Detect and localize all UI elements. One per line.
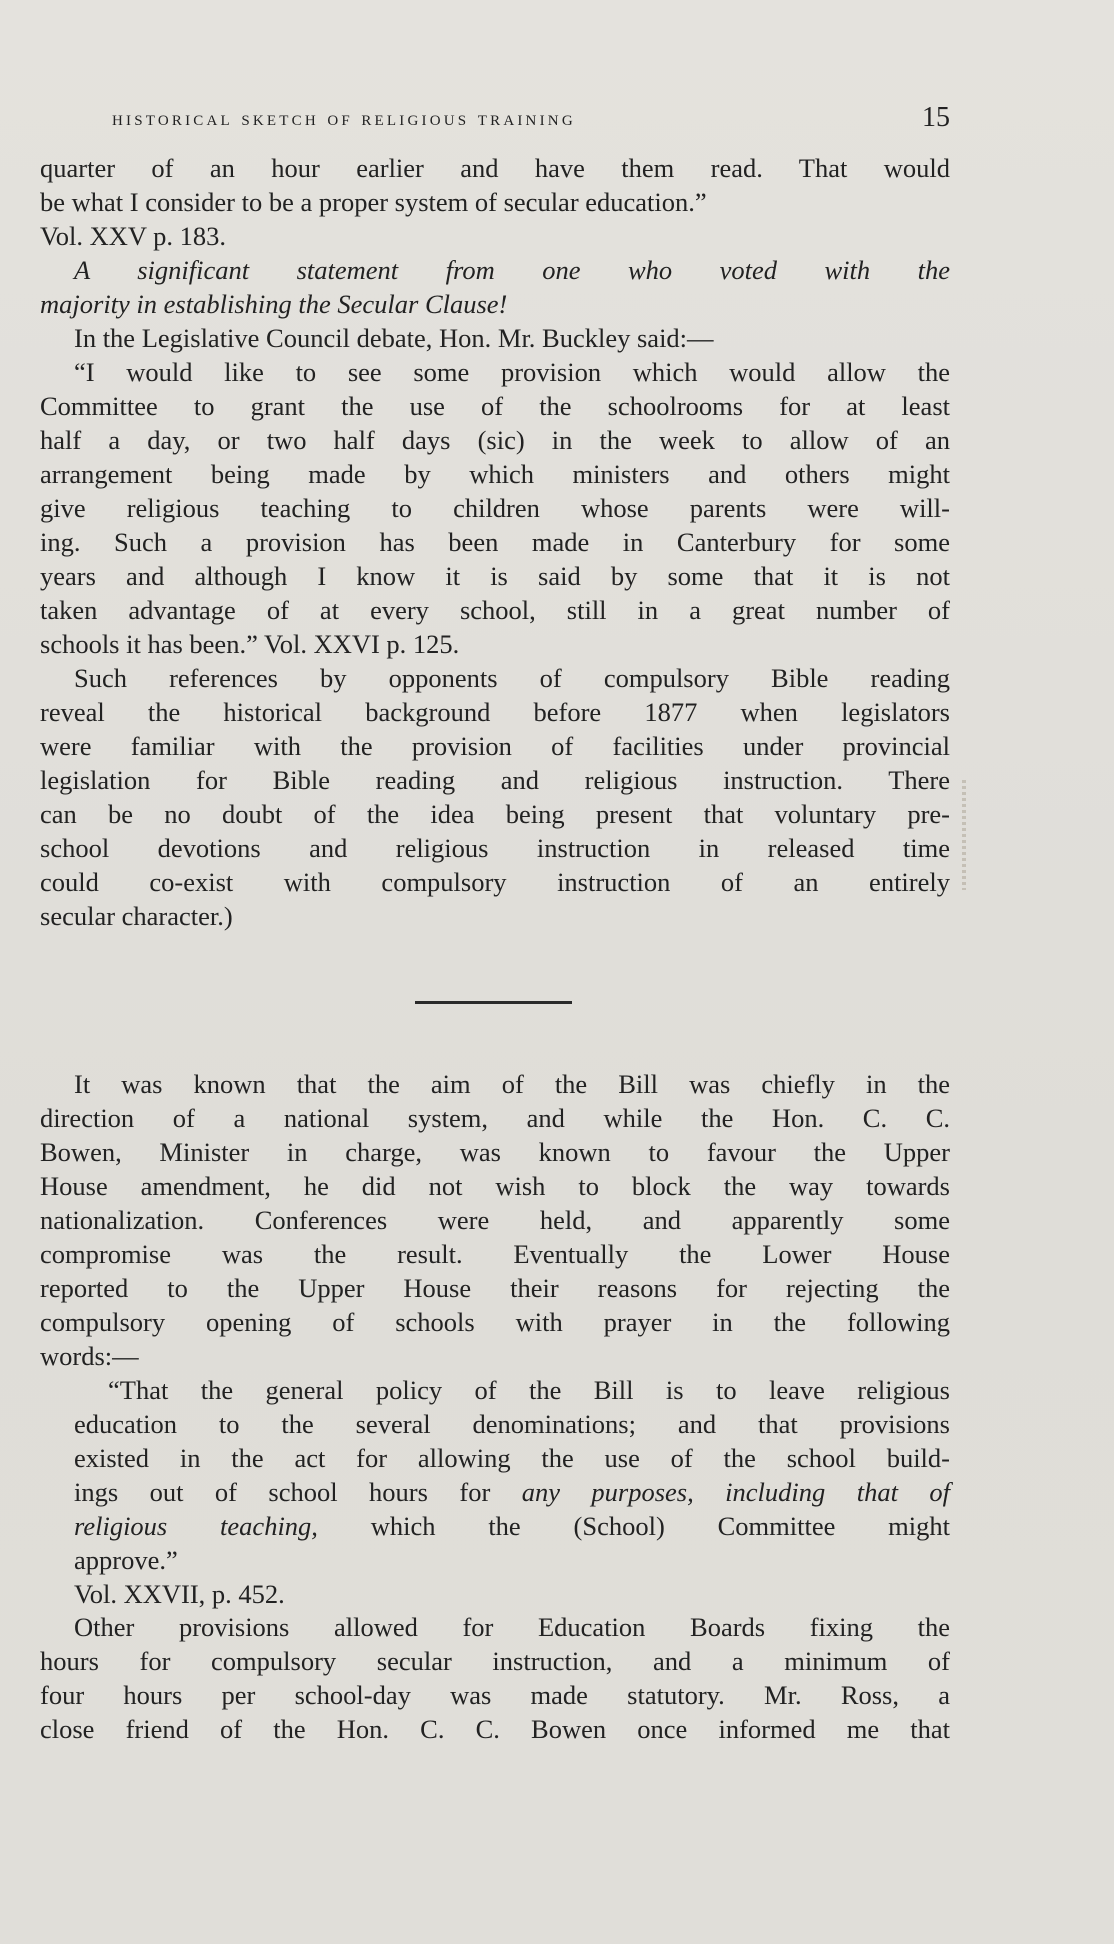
text-line: majority in establishing the Secular Clause! bbox=[40, 289, 508, 319]
text-line: “That the general policy of the Bill is to leave religious bbox=[108, 1375, 950, 1405]
text-line: schools it has been.” Vol. XXVI p. 125. bbox=[40, 629, 460, 659]
page-number: 15 bbox=[922, 102, 950, 133]
paragraph-italic-comment bbox=[40, 253, 950, 321]
text-line: years and although I know it is said by some that it is not bbox=[40, 561, 950, 591]
text-line: compulsory opening of schools with prayer in the following bbox=[40, 1307, 950, 1337]
paragraph-buckley-quote bbox=[40, 355, 950, 661]
section-divider bbox=[415, 1001, 572, 1004]
text-line: existed in the act for allowing the use of the school build- bbox=[74, 1443, 950, 1473]
text-line: give religious teaching to children whose parents were will- bbox=[40, 493, 950, 523]
text-line: House amendment, he did not wish to block the way towards bbox=[40, 1171, 950, 1201]
text-line: ing. Such a provision has been made in Canterbury for some bbox=[40, 527, 950, 557]
text-line: quarter of an hour earlier and have them read. That would bbox=[40, 153, 950, 183]
text-line: could co-exist with compulsory instruction of an entirely bbox=[40, 867, 950, 897]
text-span: ings out of school hours for bbox=[74, 1477, 522, 1507]
text-line: secular character.) bbox=[40, 901, 233, 931]
text-line bbox=[40, 1509, 950, 1543]
text-line: reveal the historical background before 1877 when legislators bbox=[40, 697, 950, 727]
text-line: In the Legislative Council debate, Hon. Mr. Buckley said:— bbox=[74, 323, 714, 353]
text-line: can be no doubt of the idea being present that voluntary pre- bbox=[40, 799, 950, 829]
text-line: approve.” bbox=[74, 1545, 178, 1575]
running-title: historical sketch of religious training bbox=[112, 106, 576, 130]
running-head bbox=[40, 102, 950, 138]
text-line: school devotions and religious instruction in released time bbox=[40, 833, 950, 863]
paragraph-references bbox=[40, 661, 950, 933]
text-line: close friend of the Hon. C. C. Bowen once informed me that bbox=[40, 1714, 950, 1744]
text-line: words:— bbox=[40, 1341, 139, 1371]
text-line: reported to the Upper House their reasons for rejecting the bbox=[40, 1273, 950, 1303]
text-line: be what I consider to be a proper system of secular education.” bbox=[40, 187, 707, 217]
text-line: four hours per school-day was made statutory. Mr. Ross, a bbox=[40, 1680, 950, 1710]
text-line bbox=[40, 1475, 950, 1509]
text-line: hours for compulsory secular instruction, and a minimum of bbox=[40, 1646, 950, 1676]
italic-span: religious teaching, bbox=[74, 1511, 318, 1541]
text-span: which the (School) Committee might bbox=[317, 1511, 950, 1541]
text-line: It was known that the aim of the Bill was chiefly in the bbox=[74, 1069, 950, 1099]
italic-span: any purposes, including that of bbox=[521, 1477, 950, 1507]
text-line: A significant statement from one who voted with the bbox=[74, 255, 950, 285]
text-line: “I would like to see some provision which would allow the bbox=[74, 357, 950, 387]
text-line: education to the several denominations; and that provisions bbox=[74, 1409, 950, 1439]
paragraph-other-provisions bbox=[40, 1610, 950, 1746]
text-line: Such references by opponents of compulsory Bible reading bbox=[74, 663, 950, 693]
text-line: nationalization. Conferences were held, and apparently some bbox=[40, 1205, 950, 1235]
text-line: Bowen, Minister in charge, was known to favour the Upper bbox=[40, 1137, 950, 1167]
paragraph-council-debate bbox=[40, 321, 950, 355]
volume-reference: Vol. XXVII, p. 452. bbox=[74, 1579, 285, 1609]
text-line: Committee to grant the use of the schoolrooms for at least bbox=[40, 391, 950, 421]
paragraph-quote-end bbox=[40, 151, 950, 253]
text-line: direction of a national system, and while the Hon. C. C. bbox=[40, 1103, 950, 1133]
text-line: taken advantage of at every school, still in a great number of bbox=[40, 595, 950, 625]
text-line: Other provisions allowed for Education Boards fixing the bbox=[74, 1612, 950, 1642]
paragraph-bill-aim bbox=[40, 1067, 950, 1373]
text-line: half a day, or two half days (sic) in the week to allow of an bbox=[40, 425, 950, 455]
page-edge-mark bbox=[962, 780, 966, 890]
text-line: compromise was the result. Eventually the Lower House bbox=[40, 1239, 950, 1269]
text-line: legislation for Bible reading and religious instruction. There bbox=[40, 765, 950, 795]
block-quote-reasons bbox=[40, 1373, 950, 1611]
text-line: arrangement being made by which ministers and others might bbox=[40, 459, 950, 489]
text-line: Vol. XXV p. 183. bbox=[40, 221, 227, 251]
text-line: were familiar with the provision of facilities under provincial bbox=[40, 731, 950, 761]
